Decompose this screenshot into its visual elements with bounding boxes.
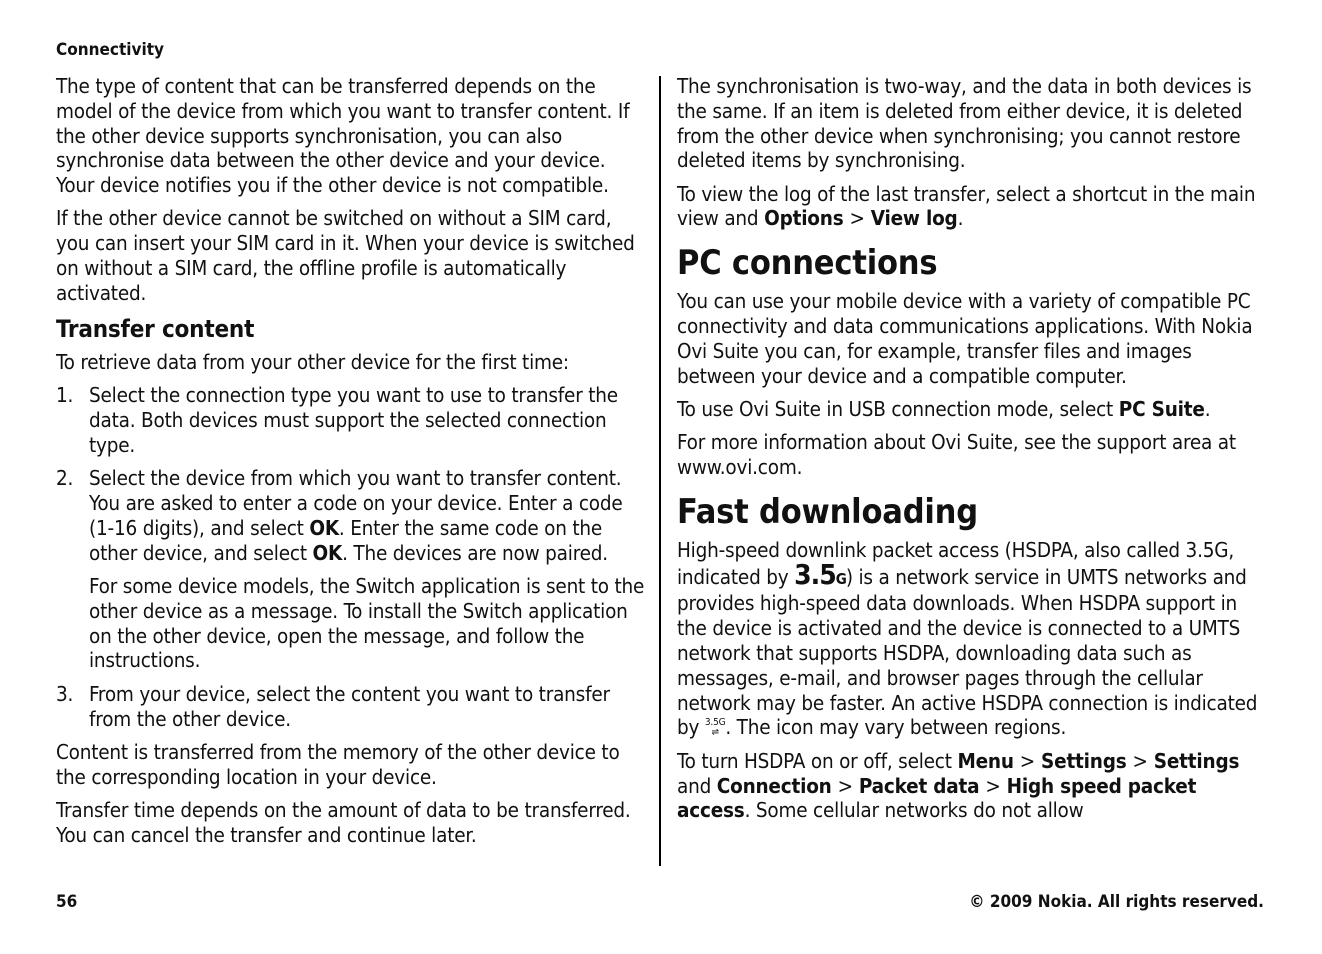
page-number: 56 xyxy=(56,892,78,912)
paragraph: You can use your mobile device with a variety of compatible PC connectivity and data communications applications. With Nokia Ovi Suite you can, for example, transfer files and images between your device and a compatible computer. xyxy=(677,289,1253,388)
view-log-command: View log xyxy=(870,206,958,231)
menu-separator: > xyxy=(849,206,865,231)
hsdpa-active-icon: 3.5G ⇌ xyxy=(704,717,726,739)
list-text: Select the connection type you want to use to transfer the data. Both devices must support the selected connection type. xyxy=(89,383,618,458)
section-heading-fast-downloading: Fast downloading xyxy=(677,491,978,532)
right-column xyxy=(677,74,1267,832)
column-divider xyxy=(659,76,661,866)
list-item xyxy=(56,682,646,732)
copyright-notice: © 2009 Nokia. All rights reserved. xyxy=(969,892,1264,912)
list-number: 1. xyxy=(56,383,74,408)
left-column xyxy=(56,74,646,856)
list-number: 2. xyxy=(56,466,74,491)
list-text: From your device, select the content you want to transfer from the other device. xyxy=(89,681,610,731)
section-heading-pc-connections: PC connections xyxy=(677,243,938,284)
ok-command: OK xyxy=(312,540,343,565)
list-note: For some device models, the Switch application is sent to the other device as a message. To install the Switch application on the other device, open the message, and follow the instructions. xyxy=(89,574,645,673)
paragraph: Transfer time depends on the amount of data to be transferred. You can cancel the transfer and continue later. xyxy=(56,797,631,847)
list-item xyxy=(56,466,646,673)
list-item xyxy=(56,383,646,457)
paragraph: The synchronisation is two-way, and the data in both devices is the same. If an item is deleted from either device, it is deleted from the other device when synchronising; you cannot restore deleted items by synchronising. xyxy=(677,74,1252,173)
steps-list xyxy=(56,383,646,731)
list-number: 3. xyxy=(56,681,74,706)
paragraph: Content is transferred from the memory of the other device to the corresponding location in your device. xyxy=(56,739,620,789)
running-head: Connectivity xyxy=(56,40,164,60)
paragraph: To view the log of the last transfer, select a shortcut in the main view and Options > View log. xyxy=(677,181,1256,231)
list-text: Select the device from which you want to transfer content. You are asked to enter a code on your device. Enter a code (1-16 digits), and select OK. Enter the same code on the other device, and select OK. The devices are now paired. xyxy=(89,466,623,565)
paragraph: For more information about Ovi Suite, see the support area at www.ovi.com. xyxy=(677,430,1236,480)
ok-command: OK xyxy=(309,515,339,540)
paragraph: High-speed downlink packet access (HSDPA, also called 3.5G, indicated by 3.5G) is a network service in UMTS networks and provides high-speed data downloads. When HSDPA support in the device is activated and the device is connected to a UMTS network that supports HSDPA, downloading data such as messages, e-mail, and browser pages through the cellular network may be faster. An active HSDPA connection is indicated by 3.5G ⇌ . The icon may vary between regions. xyxy=(677,537,1258,740)
hsdpa-3-5g-icon: 3.5G xyxy=(794,557,846,591)
pc-suite-command: PC Suite xyxy=(1118,396,1205,421)
paragraph: If the other device cannot be switched on without a SIM card, you can insert your SIM card in it. When your device is switched on without a SIM card, the offline profile is automatically activated. xyxy=(56,206,635,305)
paragraph: To use Ovi Suite in USB connection mode, select PC Suite. xyxy=(677,396,1211,421)
options-command: Options xyxy=(764,206,844,231)
section-heading-transfer-content: Transfer content xyxy=(56,315,255,344)
paragraph: To turn HSDPA on or off, select Menu > Settings > Settings and Connection > Packet data > High speed packet access. Some cellular networks do not allow xyxy=(677,748,1240,823)
paragraph: The type of content that can be transferred depends on the model of the device from which you want to transfer content. If the other device supports synchronisation, you can also synchronise data between the other device and your device. Your device notifies you if the other device is not compatible. xyxy=(56,74,630,198)
paragraph: To retrieve data from your other device for the first time: xyxy=(56,350,569,375)
